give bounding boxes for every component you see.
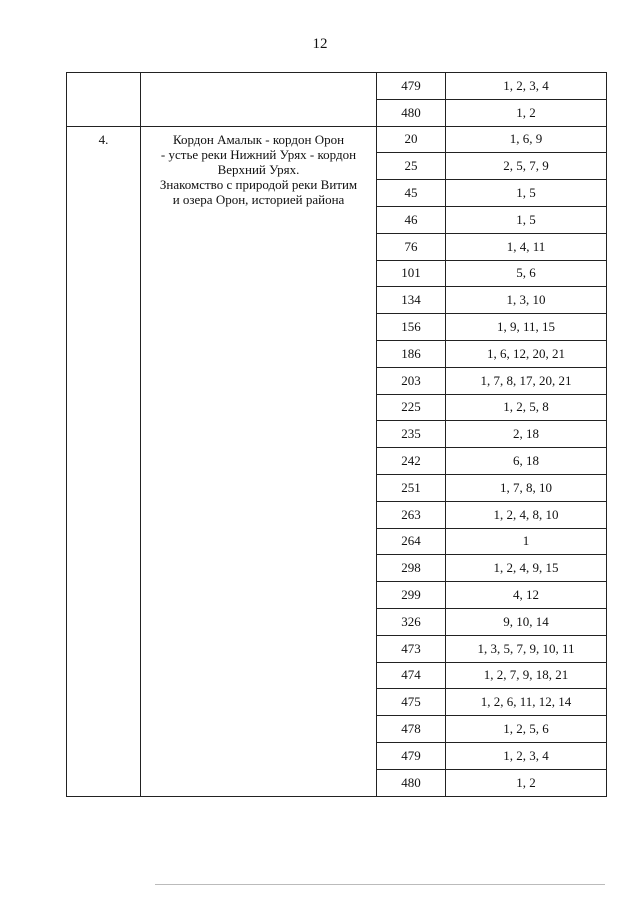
routes-table <box>66 72 607 797</box>
values-cell: 1, 5 <box>446 180 607 207</box>
code-cell: 298 <box>377 555 446 582</box>
code-cell: 480 <box>377 99 446 126</box>
values-cell: 2, 5, 7, 9 <box>446 153 607 180</box>
values-cell: 1, 2 <box>446 769 607 796</box>
values-cell: 1, 7, 8, 10 <box>446 474 607 501</box>
values-cell: 1, 2, 3, 4 <box>446 742 607 769</box>
values-cell: 5, 6 <box>446 260 607 287</box>
code-cell: 225 <box>377 394 446 421</box>
values-cell: 1, 2, 5, 8 <box>446 394 607 421</box>
code-cell: 473 <box>377 635 446 662</box>
values-cell: 1 <box>446 528 607 555</box>
page-bottom-line <box>155 884 605 885</box>
code-cell: 156 <box>377 314 446 341</box>
code-cell: 46 <box>377 206 446 233</box>
route-cell <box>141 73 377 127</box>
table-row <box>67 126 607 153</box>
item-number-cell <box>67 73 141 127</box>
route-description: Кордон Амалык - кордон Орон - устье реки Нижний Урях - кордон Верхний Урях. Знакомство с природой реки Витим и озера Орон, историей района <box>159 131 358 207</box>
code-cell: 326 <box>377 608 446 635</box>
code-cell: 263 <box>377 501 446 528</box>
code-cell: 474 <box>377 662 446 689</box>
code-cell: 25 <box>377 153 446 180</box>
table-row <box>67 73 607 100</box>
values-cell: 1, 2, 4, 9, 15 <box>446 555 607 582</box>
values-cell: 1, 3, 5, 7, 9, 10, 11 <box>446 635 607 662</box>
code-cell: 475 <box>377 689 446 716</box>
values-cell: 4, 12 <box>446 582 607 609</box>
values-cell: 1, 2, 5, 6 <box>446 716 607 743</box>
code-cell: 479 <box>377 73 446 100</box>
values-cell: 1, 6, 12, 20, 21 <box>446 340 607 367</box>
code-cell: 299 <box>377 582 446 609</box>
route-cell <box>141 126 377 796</box>
code-cell: 242 <box>377 448 446 475</box>
code-cell: 235 <box>377 421 446 448</box>
values-cell: 1, 2, 6, 11, 12, 14 <box>446 689 607 716</box>
values-cell: 1, 4, 11 <box>446 233 607 260</box>
code-cell: 264 <box>377 528 446 555</box>
values-cell: 1, 9, 11, 15 <box>446 314 607 341</box>
code-cell: 203 <box>377 367 446 394</box>
page-number: 12 <box>312 36 328 52</box>
code-cell: 20 <box>377 126 446 153</box>
values-cell: 1, 2, 7, 9, 18, 21 <box>446 662 607 689</box>
code-cell: 45 <box>377 180 446 207</box>
values-cell: 2, 18 <box>446 421 607 448</box>
values-cell: 6, 18 <box>446 448 607 475</box>
values-cell: 1, 5 <box>446 206 607 233</box>
code-cell: 134 <box>377 287 446 314</box>
code-cell: 480 <box>377 769 446 796</box>
values-cell: 1, 3, 10 <box>446 287 607 314</box>
values-cell: 1, 7, 8, 17, 20, 21 <box>446 367 607 394</box>
values-cell: 1, 2, 3, 4 <box>446 73 607 100</box>
item-number-cell: 4. <box>67 126 141 796</box>
code-cell: 478 <box>377 716 446 743</box>
code-cell: 101 <box>377 260 446 287</box>
code-cell: 479 <box>377 742 446 769</box>
values-cell: 1, 6, 9 <box>446 126 607 153</box>
code-cell: 251 <box>377 474 446 501</box>
code-cell: 186 <box>377 340 446 367</box>
values-cell: 1, 2, 4, 8, 10 <box>446 501 607 528</box>
values-cell: 1, 2 <box>446 99 607 126</box>
values-cell: 9, 10, 14 <box>446 608 607 635</box>
code-cell: 76 <box>377 233 446 260</box>
